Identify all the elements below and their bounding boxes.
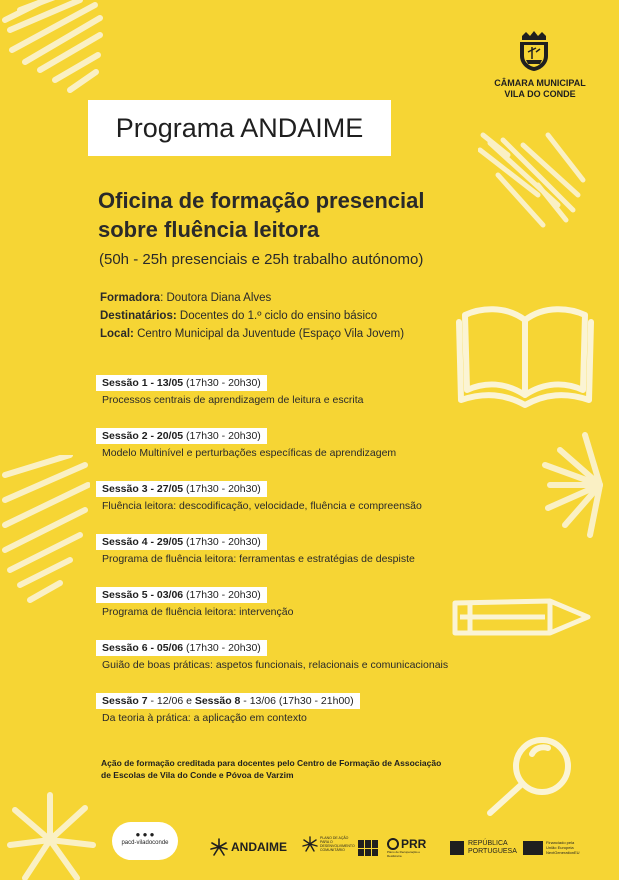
session-label: Sessão 3 - 27/05 bbox=[102, 483, 184, 495]
municipal-crest-logo bbox=[514, 30, 554, 72]
session-label-box bbox=[96, 640, 267, 656]
session-label: Sessão 5 - 03/06 bbox=[102, 589, 184, 601]
eu-line-3: NextGenerationEU bbox=[546, 850, 580, 855]
eu-flag-icon bbox=[523, 841, 543, 855]
session-time: (17h30 - 20h30) bbox=[183, 483, 261, 495]
workshop-hours: (50h - 25h presenciais e 25h trabalho autónomo) bbox=[99, 251, 424, 268]
prr-text: PRR bbox=[401, 837, 427, 851]
headline-line-2: sobre fluência leitora bbox=[98, 217, 320, 242]
credit-line-1: Ação de formação creditada para docentes pelo Centro de Formação de Associação bbox=[101, 758, 442, 768]
session-time: (17h30 - 20h30) bbox=[183, 430, 261, 442]
workshop-details bbox=[100, 289, 404, 343]
headline-line-1: Oficina de formação presencial bbox=[98, 188, 425, 213]
workshop-headline bbox=[98, 186, 424, 244]
magnifying-glass-icon bbox=[480, 728, 580, 818]
session-7-date: - 12/06 e bbox=[147, 695, 195, 707]
session-description: Modelo Multinível e perturbações específicas de aprendizagem bbox=[102, 447, 397, 459]
scribble-top-left-decoration bbox=[0, 0, 110, 100]
session-label-box bbox=[96, 534, 267, 550]
prr-logo bbox=[387, 837, 427, 858]
council-line-1: CÂMARA MUNICIPAL bbox=[494, 78, 586, 88]
session-description: Programa de fluência leitora: ferramentas e estratégias de despiste bbox=[102, 553, 415, 565]
pnacd-logo bbox=[302, 836, 356, 852]
session-time: (17h30 - 20h30) bbox=[183, 536, 261, 548]
session-description: Processos centrais de aprendizagem de leitura e escrita bbox=[102, 394, 364, 406]
audience-row bbox=[100, 307, 404, 325]
session-7-label: Sessão 7 bbox=[102, 695, 148, 707]
session-8-label: Sessão 8 bbox=[194, 695, 241, 707]
session-item bbox=[96, 532, 415, 565]
andaime-text: ANDAIME bbox=[231, 840, 287, 854]
session-item bbox=[96, 638, 448, 671]
session-item bbox=[96, 691, 360, 724]
session-description: Programa de fluência leitora: intervenção bbox=[102, 606, 294, 618]
session-8-date: - 13/06 (17h30 - 21h00) bbox=[240, 695, 354, 707]
session-label: Sessão 1 - 13/05 bbox=[102, 377, 184, 389]
session-label: Sessão 6 - 05/06 bbox=[102, 642, 184, 654]
location-label: Local: bbox=[100, 328, 134, 340]
eu-line-1: Financiado pela bbox=[546, 840, 575, 845]
credit-line-2: de Escolas de Vila do Conde e Póvoa de Varzim bbox=[101, 770, 294, 780]
republica-line-1: REPÚBLICA bbox=[468, 840, 508, 847]
session-label-box bbox=[96, 428, 267, 444]
program-title-box bbox=[88, 100, 391, 156]
municipal-council-name bbox=[490, 78, 590, 100]
session-description: Guião de boas práticas: aspetos funcionais, relacionais e comunicacionais bbox=[102, 659, 449, 671]
prr-subtext: Plano de Recuperação e Resiliência bbox=[387, 850, 421, 858]
session-item bbox=[96, 373, 363, 406]
partner-grid-logo bbox=[358, 840, 378, 856]
sun-right-decoration bbox=[530, 430, 619, 540]
session-time: (17h30 - 20h30) bbox=[183, 377, 261, 389]
session-label-box bbox=[96, 587, 267, 603]
andaime-logo bbox=[210, 838, 287, 856]
republica-line-2: PORTUGUESA bbox=[468, 848, 517, 855]
session-label-box bbox=[96, 481, 267, 497]
scribble-left-decoration bbox=[0, 455, 90, 605]
session-description: Da teoria à prática: a aplicação em contexto bbox=[102, 712, 307, 724]
location-row bbox=[100, 325, 404, 343]
session-item bbox=[96, 585, 293, 618]
session-label-box bbox=[96, 375, 267, 391]
program-title: Programa ANDAIME bbox=[115, 112, 364, 143]
accreditation-note bbox=[101, 757, 441, 781]
session-item bbox=[96, 426, 396, 459]
pacd-icons: ● ● ● bbox=[135, 830, 155, 839]
pacd-text: pacd-viladoconde bbox=[121, 840, 169, 846]
trainer-row bbox=[100, 289, 404, 307]
sunburst-small-icon bbox=[302, 836, 318, 852]
pencil-icon bbox=[450, 595, 595, 640]
trainer-label: Formadora bbox=[100, 292, 161, 304]
trainer-value: : Doutora Diana Alves bbox=[160, 292, 272, 304]
session-time: (17h30 - 20h30) bbox=[183, 589, 261, 601]
prr-circle-icon bbox=[387, 838, 399, 850]
pnacd-text: PLANO DE AÇÃO PARA O DESENVOLVIMENTO COMUNITÁRIO bbox=[320, 836, 355, 852]
audience-label: Destinatários: bbox=[100, 310, 177, 322]
council-line-2: VILA DO CONDE bbox=[504, 89, 576, 99]
session-label: Sessão 2 - 20/05 bbox=[102, 430, 184, 442]
session-time: (17h30 - 20h30) bbox=[183, 642, 261, 654]
sunburst-icon bbox=[210, 838, 228, 856]
eu-line-2: União Europeia bbox=[546, 845, 574, 850]
sun-bottom-left-decoration bbox=[5, 790, 100, 880]
location-value: Centro Municipal da Juventude (Espaço Vila Jovem) bbox=[133, 328, 405, 340]
pacd-logo bbox=[112, 822, 178, 860]
session-item bbox=[96, 479, 422, 512]
republica-flag-icon bbox=[450, 841, 464, 855]
session-description: Fluência leitora: descodificação, velocidade, fluência e compreensão bbox=[102, 500, 422, 512]
session-label-box bbox=[96, 693, 360, 709]
republica-portuguesa-logo bbox=[450, 840, 517, 856]
session-label: Sessão 4 - 29/05 bbox=[102, 536, 184, 548]
scribble-right-decoration bbox=[478, 125, 588, 230]
audience-value: Docentes do 1.º ciclo do ensino básico bbox=[176, 310, 378, 322]
open-book-icon bbox=[455, 300, 595, 410]
eu-funding-logo bbox=[523, 840, 580, 855]
